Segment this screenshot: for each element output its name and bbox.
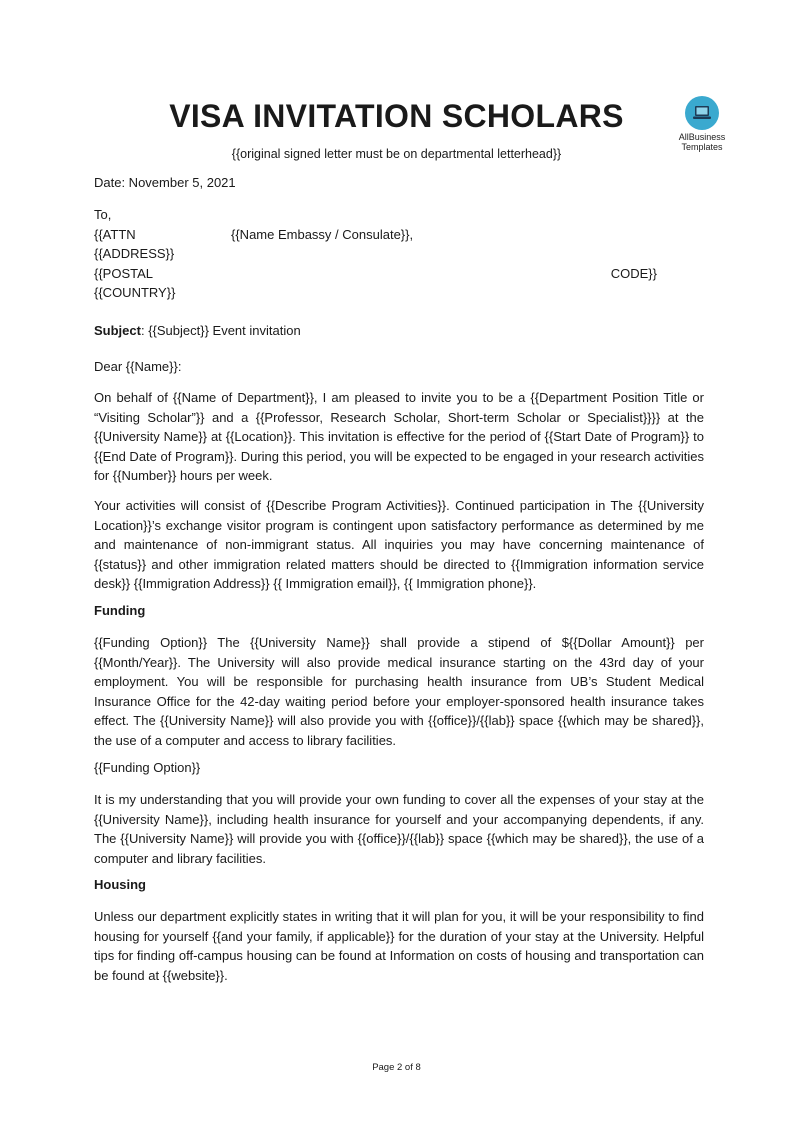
paragraph-funding-1 — [94, 633, 704, 751]
address-code: CODE}} — [610, 265, 657, 281]
paragraph-funding-2 — [94, 790, 704, 868]
funding-heading: Funding — [94, 603, 146, 618]
page-title: VISA INVITATION SCHOLARS — [169, 98, 624, 134]
housing-text: Unless our department explicitly states in writing that it will plan for you, it will be your responsibility to find housing for yourself {{and your family, if applicable}} for the duration of your stay at the University. Helpful tips for finding off-campus housing can be found at Information on costs of housing and transportation can be found at {{website}}. — [94, 909, 704, 983]
activities-text: Your activities will consist of {{Describe Program Activities}}. Continued participation in The {{University Location}}’s exchange visitor program is contingent upon satisfactory performance as determined by me and maintenance of non-immigrant status. All inquiries you may have concerning maintenance of {{status}} and other immigration related matters should be directed to {{Immigration information service desk}} {{Immigration Address}} {{ Immigration email}}, {{ Immigration phone}}. — [94, 498, 704, 592]
letterhead-note: {{original signed letter must be on departmental letterhead}} — [231, 147, 562, 161]
address-postal: {{POSTAL — [94, 265, 154, 281]
housing-heading: Housing — [94, 877, 146, 892]
paragraph-activities — [94, 496, 704, 594]
greeting: Dear {{Name}}: — [94, 359, 182, 374]
logo-text-line1: AllBusiness — [678, 132, 726, 142]
address-country: {{COUNTRY}} — [94, 285, 176, 301]
logo-badge — [685, 96, 719, 130]
paragraph-intro — [94, 388, 704, 486]
address-street: {{ADDRESS}} — [94, 246, 175, 262]
page-number: Page 2 of 8 — [372, 1062, 421, 1073]
laptop-icon — [692, 105, 712, 121]
address-embassy: {{Name Embassy / Consulate}}, — [231, 226, 414, 242]
address-attn-row — [94, 225, 704, 245]
subject-label: Subject — [94, 323, 141, 338]
address-to: To, — [94, 207, 112, 222]
allbusiness-logo[interactable] — [670, 96, 734, 152]
address-block — [94, 205, 704, 303]
funding-2-text: It is my understanding that you will provide your own funding to cover all the expenses of your stay at the {{University Name}}, including health insurance for yourself and your accompanying dependents, if any. The {{University Name}} will provide you with {{office}}/{{lab}} space {{which may be shared}}, the use of a computer and library facilities. — [94, 792, 704, 866]
date-line: Date: November 5, 2021 — [94, 175, 236, 190]
subject-line — [94, 321, 704, 341]
intro-text: On behalf of {{Name of Department}}, I am pleased to invite you to be a {{Department Position Title or “Visiting Scholar”}} and a {{Professor, Research Scholar, Short-term Scholar or Specialist}}}} at the {{University Name}} at {{Location}}. This invitation is effective for the period of {{Start Date of Program}} to {{End Date of Program}}. During this period, you will be expected to be engaged in your research activities for {{Number}} hours per week. — [94, 390, 704, 484]
logo-text-line2: Templates — [681, 142, 723, 152]
funding-option-line: {{Funding Option}} — [94, 760, 201, 775]
address-attn: {{ATTN — [94, 226, 136, 242]
address-postal-row — [94, 264, 704, 284]
subject-text: : {{Subject}} Event invitation — [140, 323, 301, 338]
funding-1-text: {{Funding Option}} The {{University Name}} shall provide a stipend of ${{Dollar Amount}} per {{Month/Year}}. The University will also provide medical insurance starting on the 43rd day of your employment. You will be responsible for purchasing health insurance from UB’s Student Medical Insurance Office for the 42-day waiting period before your employer-sponsored health insurance takes effect. The {{University Name}} will also provide you with {{office}}/{{lab}} space {{which may be shared}}, the use of a computer and access to library facilities. — [94, 635, 704, 748]
paragraph-housing — [94, 907, 704, 985]
